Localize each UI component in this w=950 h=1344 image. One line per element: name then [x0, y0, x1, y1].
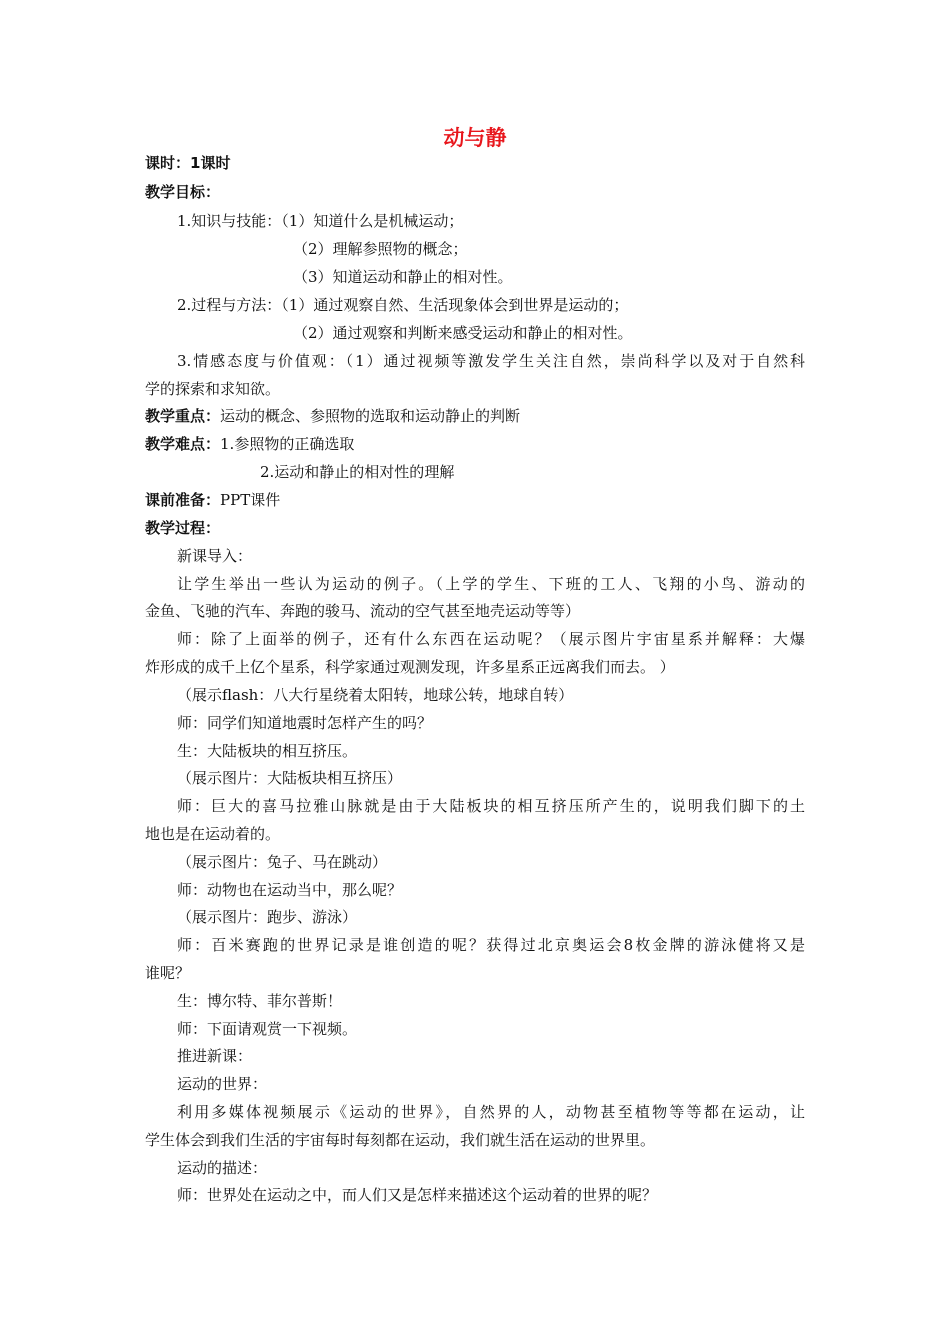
process-line: （展示图片：大陆板块相互挤压）	[177, 769, 403, 787]
process-line: 师：巨大的喜马拉雅山脉就是由于大陆板块的相互挤压所产生的，说明我们脚下的土	[177, 797, 805, 815]
process-line: 学生体会到我们生活的宇宙每时每刻都在运动，我们就生活在运动的世界里。	[145, 1131, 656, 1149]
process-line: 生：博尔特、菲尔普斯！	[177, 992, 343, 1010]
process-line: 推进新课：	[177, 1047, 253, 1065]
process-line: 地也是在运动着的。	[145, 825, 281, 843]
process-line: （展示flash：八大行星绕着太阳转，地球公转，地球自转）	[177, 686, 574, 704]
difficulties-label: 教学难点：	[145, 435, 221, 453]
process-line: 师：下面请观赏一下视频。	[177, 1020, 358, 1038]
process-line: 生：大陆板块的相互挤压。	[177, 742, 358, 760]
lesson-time-value: 1课时	[190, 154, 231, 172]
preparation	[145, 489, 280, 511]
preparation-label: 课前准备：	[145, 491, 221, 509]
process-line: 师：百米赛跑的世界记录是谁创造的呢？获得过北京奥运会8枚金牌的游泳健将又是	[177, 936, 805, 954]
lesson-time-label: 课时：	[145, 154, 191, 172]
process-line: （展示图片：兔子、马在跳动）	[177, 853, 388, 871]
preparation-value: PPT课件	[220, 491, 281, 509]
objective-knowledge-3: （3）知道运动和静止的相对性。	[293, 268, 513, 286]
page-title: 动与静	[443, 126, 507, 150]
key-points-label: 教学重点：	[145, 407, 221, 425]
difficulty-item-1: 1.参照物的正确选取	[220, 435, 355, 453]
process-line: 让学生举出一些认为运动的例子。（上学的学生、下班的工人、飞翔的小鸟、游动的	[177, 575, 805, 593]
key-points	[145, 405, 520, 427]
process-line: 运动的描述：	[177, 1159, 268, 1177]
process-line: 谁呢？	[145, 964, 191, 982]
process-line: 师：动物也在运动当中，那么呢？	[177, 881, 403, 899]
objectives-heading: 教学目标：	[145, 183, 221, 201]
process-heading: 教学过程：	[145, 519, 221, 537]
process-line: 运动的世界：	[177, 1075, 268, 1093]
objective-emotion-1: 3.情感态度与价值观：（1）通过视频等激发学生关注自然，崇尚科学以及对于自然科	[177, 352, 805, 370]
objective-knowledge-2: （2）理解参照物的概念；	[293, 240, 468, 258]
process-line: 新课导入：	[177, 547, 253, 565]
objective-knowledge-1: 1.知识与技能：（1）知道什么是机械运动；	[177, 212, 464, 230]
process-line: 利用多媒体视频展示《运动的世界》，自然界的人，动物甚至植物等等都在运动，让	[177, 1103, 805, 1121]
difficulty-item-2: 2.运动和静止的相对性的理解	[260, 463, 455, 481]
process-line: （展示图片：跑步、游泳）	[177, 908, 358, 926]
process-line: 金鱼、飞驰的汽车、奔跑的骏马、流动的空气甚至地壳运动等等）	[145, 602, 581, 620]
process-line: 师：同学们知道地震时怎样产生的吗？	[177, 714, 433, 732]
difficulties	[145, 433, 354, 455]
lesson-time	[145, 152, 230, 174]
process-line: 师：世界处在运动之中，而人们又是怎样来描述这个运动着的世界的呢？	[177, 1186, 658, 1204]
key-points-value: 运动的概念、参照物的选取和运动静止的判断	[220, 407, 521, 425]
objective-process-1: 2.过程与方法：（1）通过观察自然、生活现象体会到世界是运动的；	[177, 296, 629, 314]
process-line: 师：除了上面举的例子，还有什么东西在运动呢？（展示图片宇宙星系并解释：大爆	[177, 630, 805, 648]
objective-emotion-2: 学的探索和求知欲。	[145, 380, 281, 398]
process-line: 炸形成的成千上亿个星系，科学家通过观测发现，许多星系正远离我们而去。 ）	[145, 658, 675, 676]
objective-process-2: （2）通过观察和判断来感受运动和静止的相对性。	[293, 324, 633, 342]
